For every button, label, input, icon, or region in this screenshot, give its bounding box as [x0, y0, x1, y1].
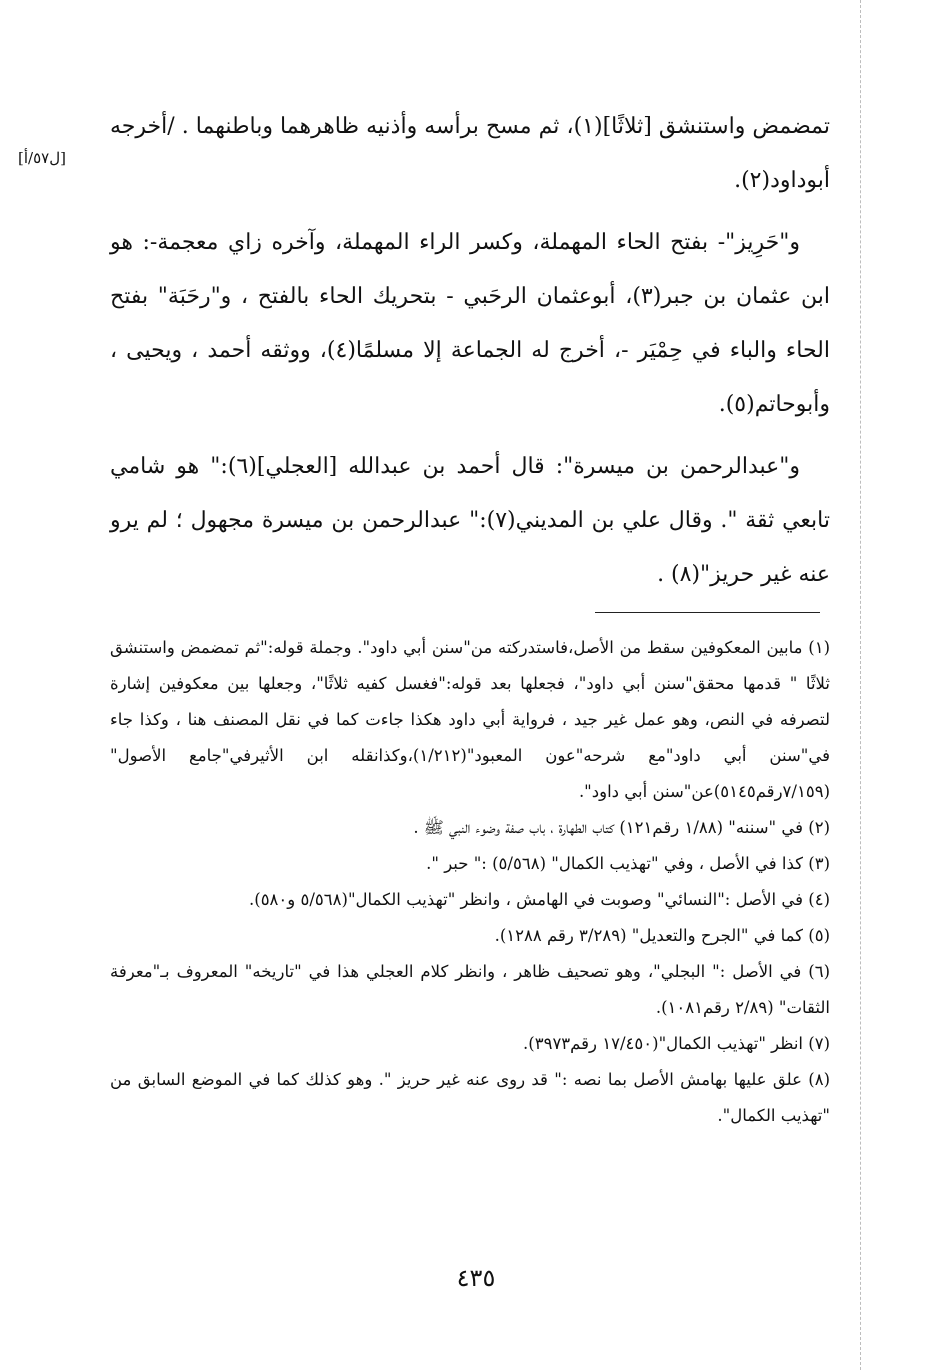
footnote-2: (٢) في "سننه" (١/٨٨ رقم١٢١) كتاب الطهارة ، باب صفة وضوء النبي ﷺ .: [413, 818, 830, 837]
paragraph-1: تمضمض واستنشق [ثلاثًا](١)، ثم مسح برأسه وأذنيه ظاهرهما وباطنهما . /أخرجه أبوداود(٢).: [110, 114, 830, 193]
footnote-5: (٥) كما في "الجرح والتعديل" (٣/٢٨٩ رقم ١٢٨٨).: [494, 926, 830, 945]
footnote-6: (٦) في الأصل :" البجلي"، وهو تصحيف ظاهر ، وانظر كلام العجلي هذا في "تاريخه" المعروف بـ"معرفة الثقات" (٢/٨٩ رقم١٠٨١).: [110, 962, 830, 1017]
scan-edge-line: [860, 0, 861, 1370]
footnote-7: (٧) انظر "تهذيب الكمال"(١٧/٤٥٠ رقم٣٩٧٣).: [523, 1034, 830, 1053]
footnotes: [110, 630, 830, 1134]
page-number: ٤٣٥: [456, 1264, 496, 1292]
footnote-3: (٣) كذا في الأصل ، وفي "تهذيب الكمال" (٥/٥٦٨) :" حبر ".: [426, 854, 830, 873]
manuscript-folio-note: [ل٥٧/أ]: [18, 149, 66, 167]
footnote-8: (٨) علق عليها بهامش الأصل بما نصه :" قد روى عنه غير حريز ". وهو كذلك كما في الموضع السابق من "تهذيب الكمال".: [110, 1070, 830, 1125]
main-text: [110, 100, 830, 610]
footnote-4: (٤) في الأصل :"النسائي" وصوبت في الهامش ، وانظر "تهذيب الكمال"(٥/٥٦٨ و٥٨٠).: [249, 890, 830, 909]
footnote-1: (١) مابين المعكوفين سقط من الأصل،فاستدركته من"سنن أبي داود". وجملة قوله:"ثم تمضمض واستنشق ثلاثًا " قدمها محقق"سنن أبي داود"، فجعلها بعد قوله:"فغسل كفيه ثلاثًا"، وجعلها بين معكوفين إشارة لتصرفه في النص، وهو عمل غير جيد ، فرواية أبي داود هكذا جاءت كما في نقل المصنف هنا ، وكذا جاء في"سنن أبي داود"مع شرحه"عون المعبود"(١/٢١٢)،وكذانقله ابن الأثيرفي"جامع الأصول"(٧/١٥٩رقم٥١٤٥)عن"سنن أبي داود".: [110, 638, 831, 801]
paragraph-3: و"عبدالرحمن بن ميسرة": قال أحمد بن عبدالله [العجلي](٦):" هو شامي تابعي ثقة ". وقال علي بن المديني(٧):" عبدالرحمن بن ميسرة مجهول ؛ لم يرو عنه غير حريز"(٨) .: [110, 454, 830, 587]
paragraph-2: و"حَرِيز"- بفتح الحاء المهملة، وكسر الراء المهملة، وآخره زاي معجمة-: هو ابن عثمان بن جبر(٣)، أبوعثمان الرحَبي - بتحريك الحاء بالفتح ، و"رحَبَة" بفتح الحاء والباء في حِمْيَر -، أخرج له الجماعة إلا مسلمًا(٤)، ووثقه أحمد ، ويحيى ، وأبوحاتم(٥).: [110, 230, 830, 417]
footnote-divider: [595, 612, 820, 613]
